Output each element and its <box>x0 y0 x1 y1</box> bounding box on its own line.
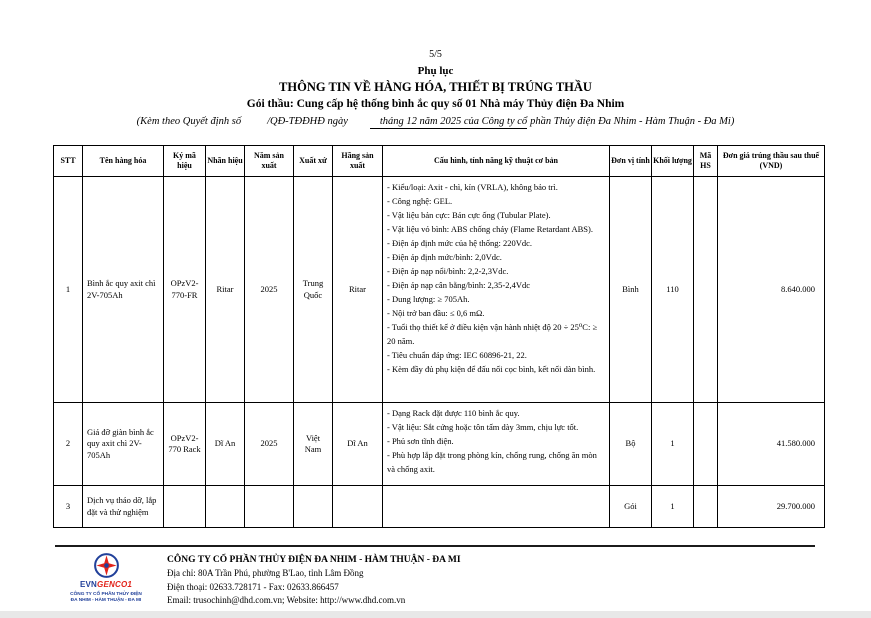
cell-hs-code <box>694 403 718 486</box>
col-header-code: Ký mã hiệu <box>164 146 206 177</box>
company-address: Địa chỉ: 80A Trần Phú, phường B'Lao, tỉnh Lâm Đồng <box>167 568 364 578</box>
spec-line: - Công nghệ: GEL. <box>387 196 453 206</box>
spec-line: - Dạng Rack đặt được 110 bình ắc quy. <box>387 408 520 418</box>
document-header <box>0 0 871 128</box>
table-row <box>54 403 825 486</box>
page-bottom-edge <box>0 611 871 618</box>
cell-unit: Bình <box>610 177 652 403</box>
col-header-name: Tên hàng hóa <box>83 146 164 177</box>
cell-code: OPzV2-770-FR <box>164 177 206 403</box>
cell-origin: Việt Nam <box>294 403 333 486</box>
cell-origin: Trung Quốc <box>294 177 333 403</box>
cell-year: 2025 <box>245 177 294 403</box>
table-row <box>54 486 825 528</box>
spec-line: - Vật liệu bản cực: Bản cực ống (Tubular Plate). <box>387 210 551 220</box>
company-logo <box>60 552 152 608</box>
table-header-row <box>54 146 825 177</box>
logo-brand-text <box>60 580 152 589</box>
package-title: Gói thầu: Cung cấp hệ thống bình ắc quy số 01 Nhà máy Thủy điện Đa Nhim <box>246 98 625 110</box>
company-phone-fax: Điện thoại: 02633.728171 - Fax: 02633.866457 <box>167 581 339 592</box>
cell-quantity: 1 <box>652 403 694 486</box>
cell-stt: 3 <box>54 486 83 528</box>
cell-specs <box>383 403 610 486</box>
spec-line: - Dung lượng: ≥ 705Ah. <box>387 294 470 304</box>
logo-tagline-line1: CÔNG TY CỔ PHẦN THỦY ĐIỆN <box>70 591 142 597</box>
col-header-brand: Nhãn hiệu <box>206 146 245 177</box>
spec-line: - Tiêu chuẩn đáp ứng: IEC 60896-21, 22. <box>387 350 527 360</box>
decision-underlined-text: tháng 12 năm 2025 của Công ty cổ <box>370 116 527 129</box>
decision-suffix: phần Thủy điện Đa Nhim - Hàm Thuận - Đa Mi) <box>530 116 735 127</box>
cell-brand: Ritar <box>206 177 245 403</box>
cell-hs-code <box>694 486 718 528</box>
table-row <box>54 177 825 403</box>
spec-line: - Vật liệu: Sắt cứng hoặc tôn tấm dày 3mm, chịu lực tốt. <box>387 422 579 432</box>
col-header-manufacturer: Hãng sản xuất <box>333 146 383 177</box>
spec-line: - Vật liệu vỏ bình: ABS chống cháy (Flame Retardant ABS). <box>387 224 593 234</box>
company-info <box>167 552 461 608</box>
col-header-hs-code: Mã HS <box>694 146 718 177</box>
col-header-unit: Đơn vị tính <box>610 146 652 177</box>
cell-name: Giá đỡ giàn bình ắc quy axit chì 2V-705Ah <box>83 403 164 486</box>
cell-manufacturer: Dĩ An <box>333 403 383 486</box>
cell-manufacturer <box>333 486 383 528</box>
spec-line: - Tuổi thọ thiết kế ở điều kiện vận hành nhiệt độ 20 ÷ 25⁰C: ≥ 20 năm. <box>387 322 598 346</box>
cell-brand <box>206 486 245 528</box>
cell-stt: 1 <box>54 177 83 403</box>
spec-line: - Điện áp nạp cân bằng/bình: 2,35-2,4Vdc <box>387 280 531 290</box>
cell-price: 41.580.000 <box>718 403 825 486</box>
cell-stt: 2 <box>54 403 83 486</box>
cell-brand: Dĩ An <box>206 403 245 486</box>
col-header-specs: Cấu hình, tính năng kỹ thuật cơ bản <box>383 146 610 177</box>
spec-line: - Kiểu/loại: Axit - chì, kín (VRLA), không bảo trì. <box>387 182 558 192</box>
cell-price: 29.700.000 <box>718 486 825 528</box>
cell-specs <box>383 486 610 528</box>
spec-line: - Điện áp định mức/bình: 2,0Vdc. <box>387 252 502 262</box>
company-email-website: Email: trusochinh@dhd.com.vn; Website: http://www.dhd.com.vn <box>167 595 406 605</box>
decision-line <box>0 115 871 128</box>
cell-year: 2025 <box>245 403 294 486</box>
spec-line: - Điện áp định mức của hệ thống: 220Vdc. <box>387 238 533 248</box>
logo-brand-genco: GENCO1 <box>97 580 133 589</box>
decision-prefix: (Kèm theo Quyết định số <box>136 116 242 127</box>
goods-table <box>53 145 825 528</box>
col-header-stt: STT <box>54 146 83 177</box>
col-header-origin: Xuất xứ <box>294 146 333 177</box>
col-header-year: Năm sản xuất <box>245 146 294 177</box>
cell-origin <box>294 486 333 528</box>
footer-divider <box>55 545 815 547</box>
spec-line: - Điện áp nạp nổi/bình: 2,2-2,3Vdc. <box>387 266 509 276</box>
appendix-label: Phụ lục <box>417 65 454 77</box>
cell-unit: Gói <box>610 486 652 528</box>
company-name: CÔNG TY CỔ PHẦN THỦY ĐIỆN ĐA NHIM - HÀM THUẬN - ĐA MI <box>167 555 461 565</box>
spec-line: - Kèm đầy đủ phụ kiện để đấu nối cọc bình, kết nối dàn bình. <box>387 364 596 374</box>
col-header-price: Đơn giá trúng thầu sau thuế (VND) <box>718 146 825 177</box>
logo-tagline-line2: ĐA NHIM - HÀM THUẬN - ĐA MI <box>70 597 142 603</box>
cell-quantity: 110 <box>652 177 694 403</box>
cell-name: Dịch vụ tháo dỡ, lắp đặt và thử nghiệm <box>83 486 164 528</box>
cell-quantity: 1 <box>652 486 694 528</box>
cell-unit: Bộ <box>610 403 652 486</box>
cell-specs <box>383 177 610 403</box>
decision-form-number: /QĐ-TĐĐHĐ ngày <box>267 116 348 127</box>
footer <box>60 552 871 608</box>
col-header-quantity: Khối lượng <box>652 146 694 177</box>
spec-line: - Phù hợp lắp đặt trong phòng kín, chống rung, chống ăn mòn và chống axit. <box>387 450 597 474</box>
cell-manufacturer: Ritar <box>333 177 383 403</box>
cell-price: 8.640.000 <box>718 177 825 403</box>
cell-code <box>164 486 206 528</box>
logo-brand-evn: EVN <box>79 580 98 589</box>
cell-name: Bình ắc quy axit chì 2V-705Ah <box>83 177 164 403</box>
spec-line: - Nội trở ban đầu: ≤ 0,6 mΩ. <box>387 308 485 318</box>
evn-logo-icon <box>60 552 152 579</box>
logo-tagline <box>62 591 149 602</box>
cell-year <box>245 486 294 528</box>
cell-hs-code <box>694 177 718 403</box>
spec-line: - Phủ sơn tĩnh điện. <box>387 436 454 446</box>
page-number: 5/5 <box>429 49 442 60</box>
cell-code: OPzV2-770 Rack <box>164 403 206 486</box>
document-title: THÔNG TIN VỀ HÀNG HÓA, THIẾT BỊ TRÚNG THẦU <box>279 80 592 94</box>
